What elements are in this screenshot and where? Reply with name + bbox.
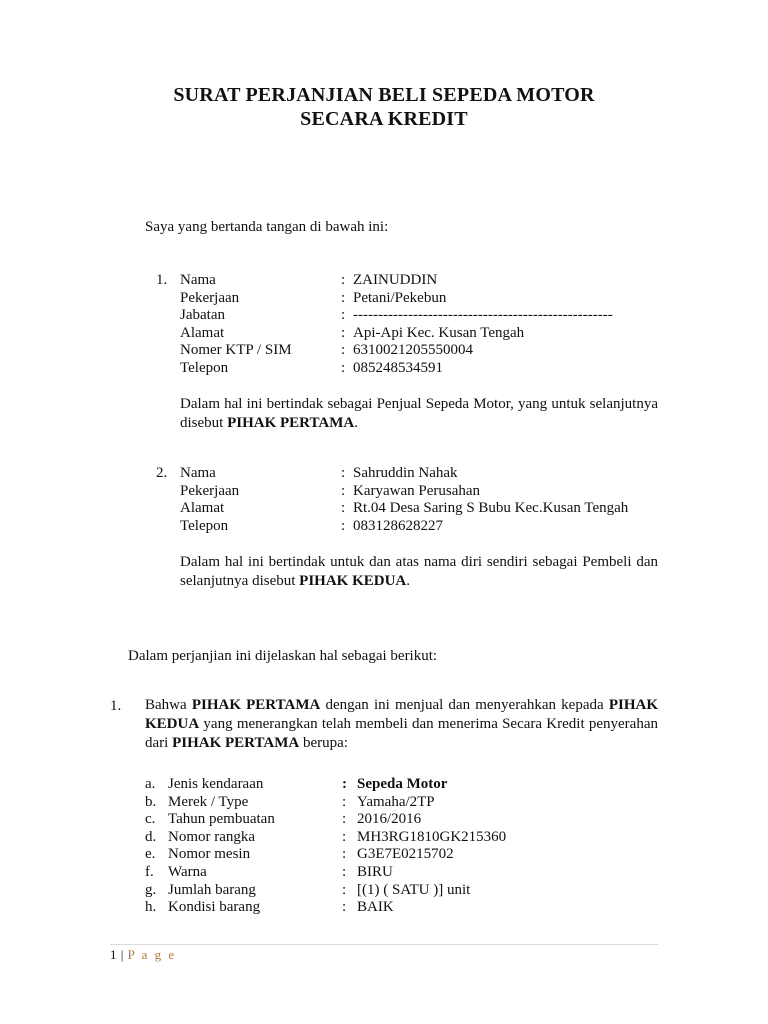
party1-colon: : xyxy=(341,324,346,341)
vehicle-item-letter: c. xyxy=(145,811,156,828)
vehicle-item-label: Warna xyxy=(168,864,207,880)
vehicle-item-value: BIRU xyxy=(357,864,393,880)
explain-text: Dalam perjanjian ini dijelaskan hal sebagai berikut: xyxy=(128,648,438,664)
vehicle-item-label: Jenis kendaraan xyxy=(168,776,264,792)
party1-colon: : xyxy=(341,307,346,324)
party1-value: Petani/Pekebun xyxy=(353,289,447,306)
vehicle-item-value: 2016/2016 xyxy=(357,811,422,828)
vehicle-item-colon: : xyxy=(342,881,347,898)
vehicle-item-row xyxy=(145,793,705,811)
vehicle-item-letter: g. xyxy=(145,881,157,898)
clause1-paragraph xyxy=(145,696,658,753)
vehicle-item-row xyxy=(145,881,705,899)
vehicle-item-row xyxy=(145,845,705,863)
vehicle-item-value: Sepeda Motor xyxy=(357,776,448,792)
vehicle-item-label: Jumlah barang xyxy=(168,881,256,898)
intro-text: Saya yang bertanda tangan di bawah ini: xyxy=(145,219,389,235)
party1-label: Pekerjaan xyxy=(180,289,240,306)
party1-label: Nama xyxy=(180,272,216,288)
vehicle-item-letter: e. xyxy=(145,846,156,863)
party2-label: Alamat xyxy=(180,500,225,517)
party1-row xyxy=(180,324,740,342)
party1-row xyxy=(180,341,740,359)
vehicle-item-label: Nomor mesin xyxy=(168,846,251,863)
page-footer xyxy=(110,947,176,963)
party1-value: ---------------------------------------------------- xyxy=(353,307,613,324)
clause1-bold-2: PIHAK KEDUA xyxy=(145,697,658,732)
party2-role: PIHAK KEDUA xyxy=(299,573,407,589)
party1-label: Telepon xyxy=(180,360,229,376)
vehicle-item-row xyxy=(145,898,705,916)
party1-row xyxy=(180,359,740,377)
vehicle-item-colon: : xyxy=(342,899,347,916)
vehicle-item-letter: a. xyxy=(145,776,156,792)
vehicle-item-label: Kondisi barang xyxy=(168,899,261,916)
party1-row xyxy=(180,271,740,289)
clause1-number: 1. xyxy=(110,698,122,714)
party1-label: Jabatan xyxy=(180,307,225,324)
vehicle-item-value: Yamaha/2TP xyxy=(357,793,435,810)
vehicle-item-label: Tahun pembuatan xyxy=(168,811,275,828)
vehicle-item-label: Nomor rangka xyxy=(168,828,256,845)
vehicle-item-label: Merek / Type xyxy=(168,793,249,810)
party1-row xyxy=(180,289,740,307)
party1-label: Nomer KTP / SIM xyxy=(180,342,292,359)
party2-label: Nama xyxy=(180,465,216,481)
party1-colon: : xyxy=(341,360,346,376)
party2-label: Telepon xyxy=(180,517,229,534)
vehicle-item-value: G3E7E0215702 xyxy=(357,846,454,863)
page-separator: | xyxy=(120,947,124,962)
page-number: 1 xyxy=(110,947,117,962)
clause1-bold-1: PIHAK PERTAMA xyxy=(191,697,321,713)
page-label: P a g e xyxy=(127,947,177,962)
vehicle-item-colon: : xyxy=(342,811,347,828)
vehicle-item-letter: b. xyxy=(145,793,157,810)
vehicle-item-row xyxy=(145,810,705,828)
party1-colon: : xyxy=(341,289,346,306)
party1-value: ZAINUDDIN xyxy=(353,272,438,288)
vehicle-item-row xyxy=(145,828,705,846)
party2-colon: : xyxy=(341,517,346,534)
party2-row xyxy=(180,482,740,500)
vehicle-item-letter: h. xyxy=(145,899,157,916)
clause1-bold-3: PIHAK PERTAMA xyxy=(172,735,300,751)
document-title-line1: SURAT PERJANJIAN BELI SEPEDA MOTOR xyxy=(173,84,595,106)
party2-value: Sahruddin Nahak xyxy=(353,465,458,481)
clause1-text-4: berupa: xyxy=(299,735,348,751)
party2-colon: : xyxy=(341,500,346,517)
vehicle-item-colon: : xyxy=(342,776,347,792)
party1-label: Alamat xyxy=(180,324,225,341)
party1-role: PIHAK PERTAMA xyxy=(227,415,355,431)
party2-row xyxy=(180,517,740,535)
party1-row xyxy=(180,306,740,324)
party1-number: 1. xyxy=(156,272,168,288)
party1-paragraph-text: Dalam hal ini bertindak sebagai Penjual Sepeda Motor, yang untuk selanjutnya disebut xyxy=(180,396,658,431)
party2-paragraph xyxy=(180,553,658,591)
vehicle-item-letter: f. xyxy=(145,864,154,880)
clause1-text-3: yang menerangkan telah membeli dan menerima Secara Kredit penyerahan dari xyxy=(145,716,658,751)
party2-label: Pekerjaan xyxy=(180,482,240,499)
vehicle-item-colon: : xyxy=(342,828,347,845)
party1-colon: : xyxy=(341,272,346,288)
party2-colon: : xyxy=(341,482,346,499)
vehicle-item-row xyxy=(145,775,705,793)
party1-value: Api-Api Kec. Kusan Tengah xyxy=(353,324,525,341)
clause1-text-2: dengan ini menjual dan menyerahkan kepada xyxy=(320,697,609,713)
party1-paragraph xyxy=(180,395,658,433)
vehicle-item-colon: : xyxy=(342,793,347,810)
party2-paragraph-text: Dalam hal ini bertindak untuk dan atas nama diri sendiri sebagai Pembeli dan selanjutnya disebut xyxy=(180,554,658,589)
vehicle-item-row xyxy=(145,863,705,881)
party2-row xyxy=(180,464,740,482)
footer-divider xyxy=(110,944,658,945)
party2-colon: : xyxy=(341,465,346,481)
party1-value: 085248534591 xyxy=(353,360,443,376)
vehicle-item-value: MH3RG1810GK215360 xyxy=(357,828,507,845)
document-title-line2: SECARA KREDIT xyxy=(300,108,468,130)
party1-colon: : xyxy=(341,342,346,359)
vehicle-item-colon: : xyxy=(342,864,347,880)
vehicle-item-value: [(1) ( SATU )] unit xyxy=(357,881,471,898)
party1-paragraph-end: . xyxy=(354,415,358,431)
party1-value: 6310021205550004 xyxy=(353,342,473,359)
clause1-text-1: Bahwa xyxy=(145,697,192,713)
party2-number: 2. xyxy=(156,465,168,481)
party2-paragraph-end: . xyxy=(406,573,410,589)
party2-value: 083128628227 xyxy=(353,517,443,534)
party2-value: Rt.04 Desa Saring S Bubu Kec.Kusan Tengah xyxy=(353,500,629,517)
party2-row xyxy=(180,499,740,517)
vehicle-item-colon: : xyxy=(342,846,347,863)
vehicle-item-value: BAIK xyxy=(357,899,394,916)
party2-value: Karyawan Perusahan xyxy=(353,482,481,499)
vehicle-item-letter: d. xyxy=(145,828,157,845)
